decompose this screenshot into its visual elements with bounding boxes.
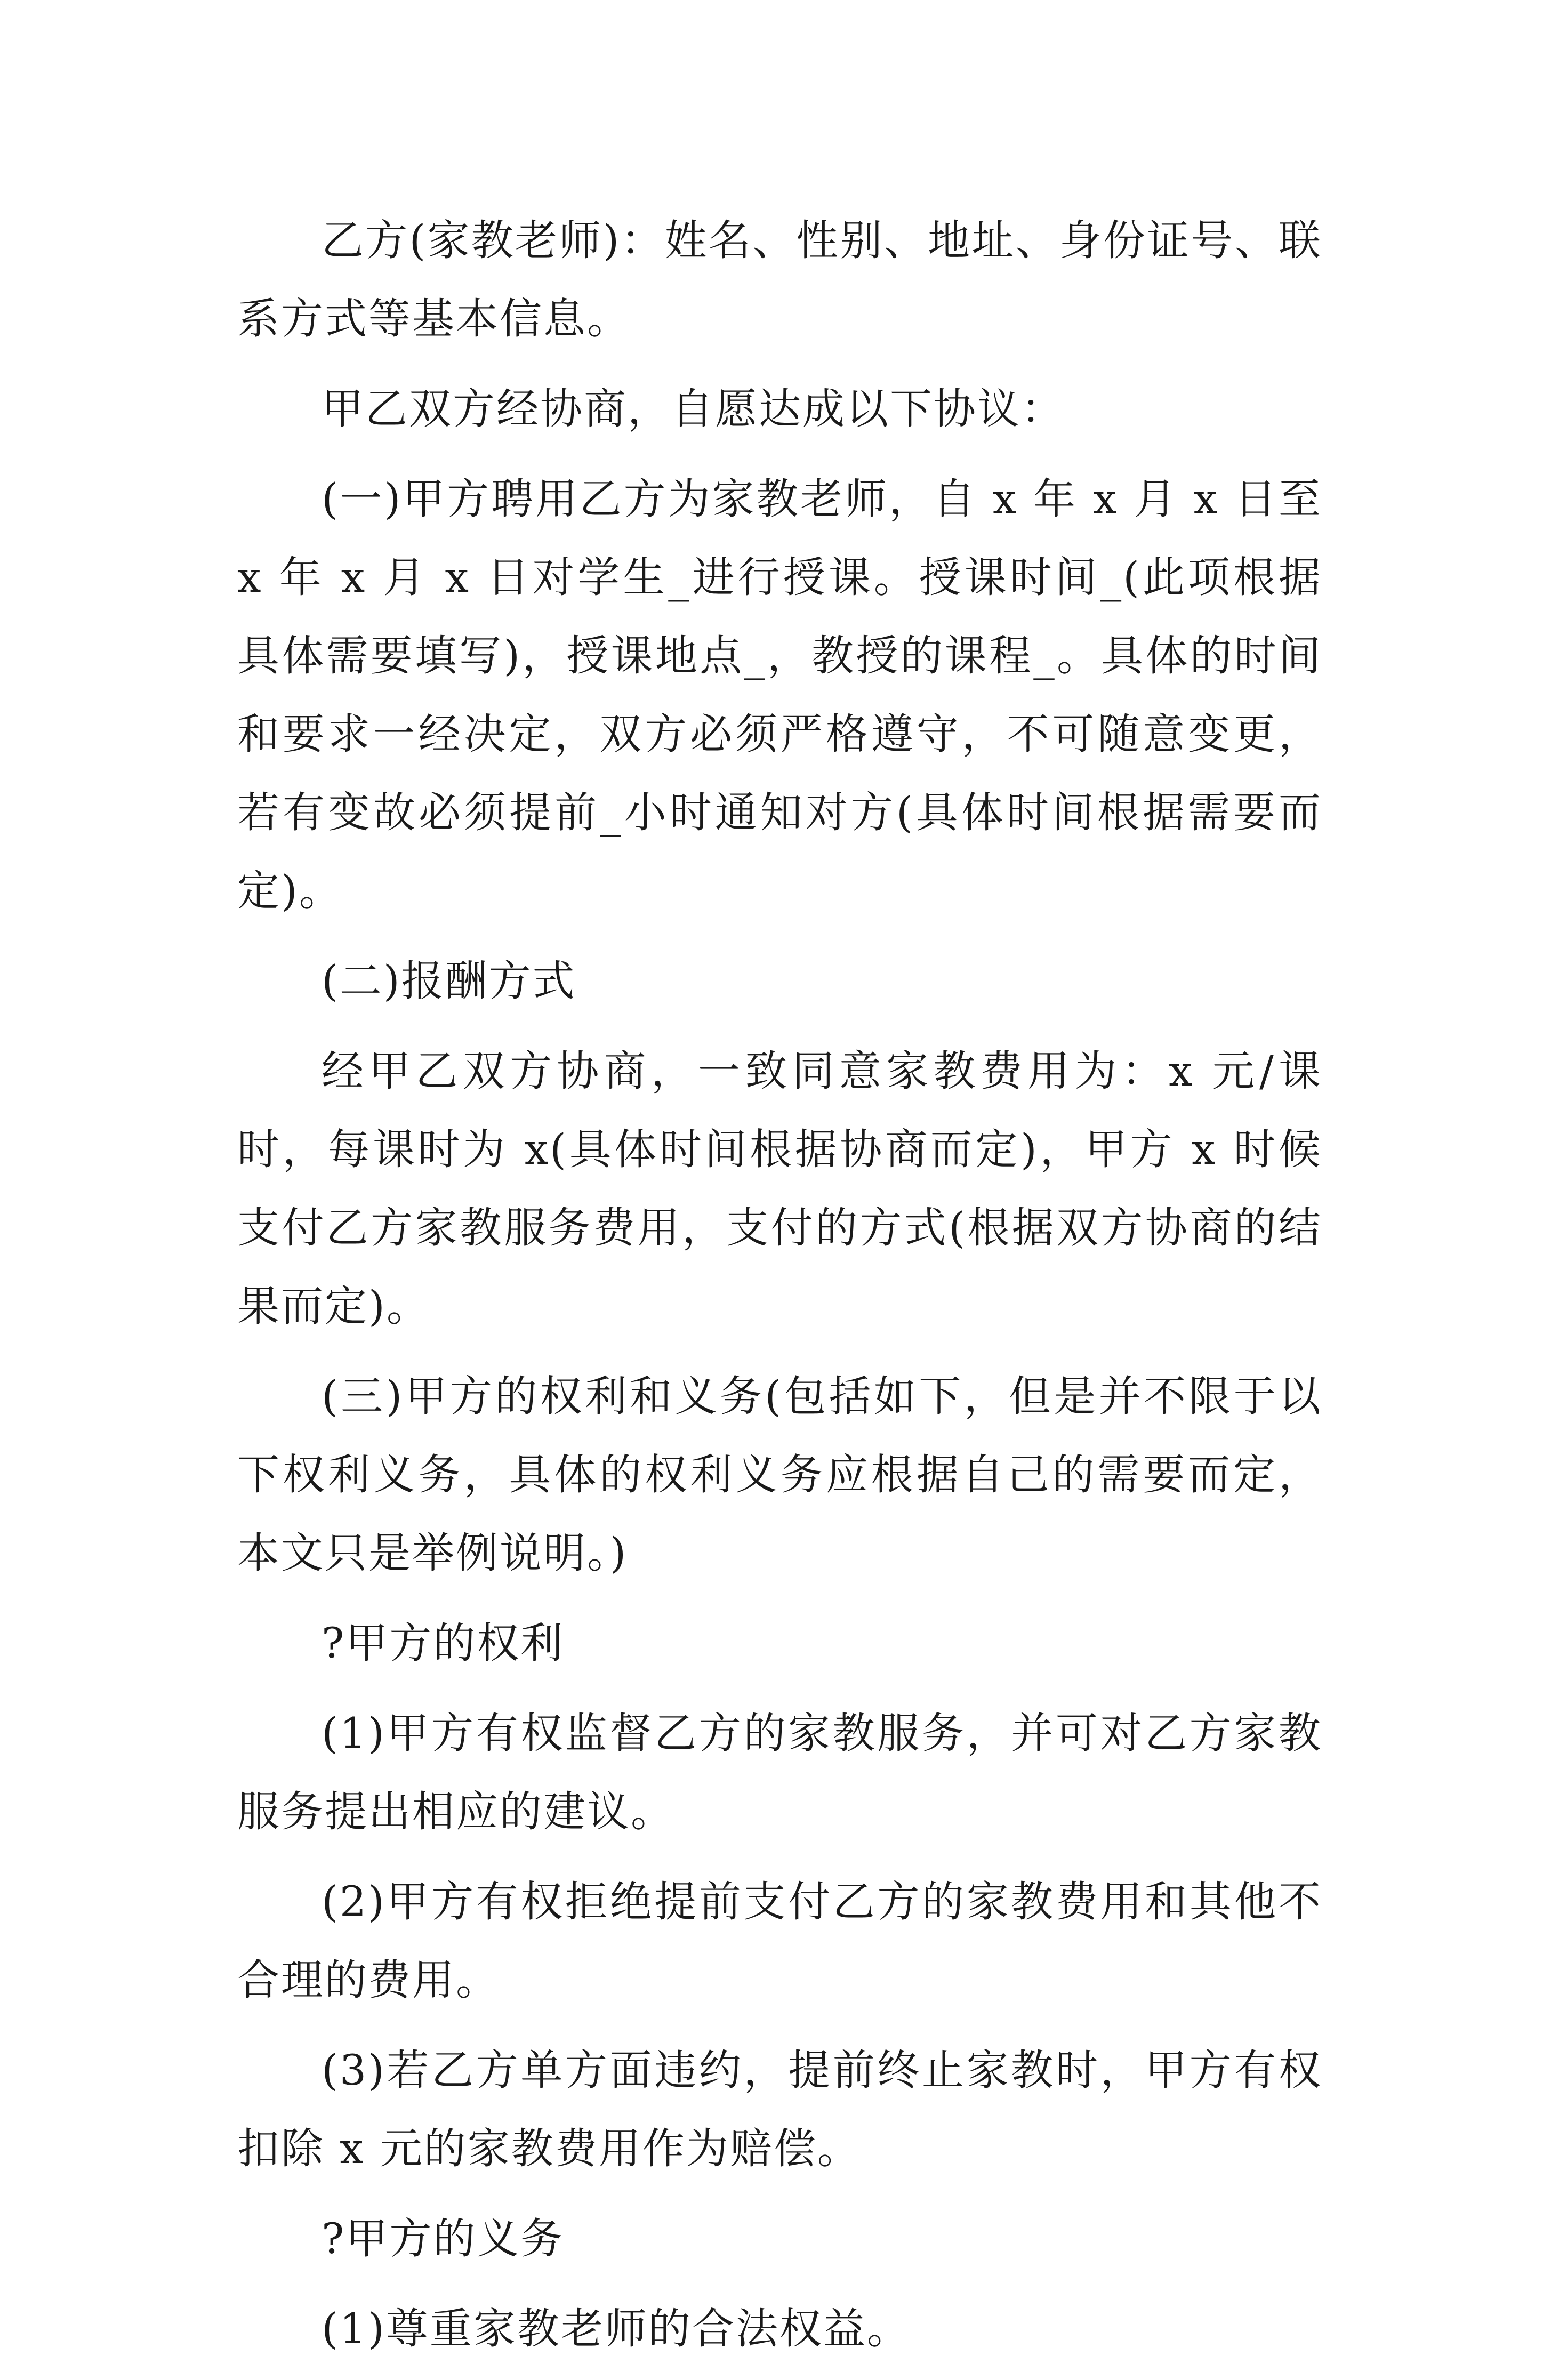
paragraph-clause-3: (三)甲方的权利和义务(包括如下，但是并不限于以下权利义务，具体的权利义务应根据自己的需要而定，本文只是举例说明。) [237, 1372, 1322, 1578]
paragraph-party-b-info: 乙方(家教老师)：姓名、性别、地址、身份证号、联系方式等基本信息。 [237, 216, 1322, 343]
heading-clause-2: (二)报酬方式 [322, 956, 576, 1006]
paragraph-right-1: (1)甲方有权监督乙方的家教服务，并可对乙方家教服务提出相应的建议。 [237, 1709, 1322, 1836]
paragraph-payment-terms: 经甲乙双方协商，一致同意家教费用为：x 元/课时，每课时为 x(具体时间根据协商而定)，甲方 x 时候支付乙方家教服务费用，支付的方式(根据双方协商的结果而定)。 [237, 1047, 1323, 1331]
paragraph-agreement-intro: 甲乙双方经协商，自愿达成以下协议： [322, 384, 1065, 433]
paragraph-right-3: (3)若乙方单方面违约，提前终止家教时，甲方有权扣除 x 元的家教费用作为赔偿。 [237, 2046, 1322, 2173]
paragraph-right-2: (2)甲方有权拒绝提前支付乙方的家教费用和其他不合理的费用。 [237, 1877, 1322, 2005]
paragraph-duty-1: (1)尊重家教老师的合法权益。 [322, 2304, 911, 2353]
heading-party-a-rights: ?甲方的权利 [322, 1619, 565, 1668]
heading-party-a-duties: ?甲方的义务 [322, 2214, 565, 2263]
document-body [237, 202, 1322, 2380]
paragraph-clause-1: (一)甲方聘用乙方为家教老师，自 x 年 x 月 x 日至 x 年 x 月 x 日对学生_进行授课。授课时间_(此项根据具体需要填写)，授课地点_，教授的课程_。具体的时间和要求一经决定，双方必须严格遵守，不可随意变更，若有变故必须提前_小时通知对方(具体时间根据需要而定)。 [237, 475, 1322, 915]
